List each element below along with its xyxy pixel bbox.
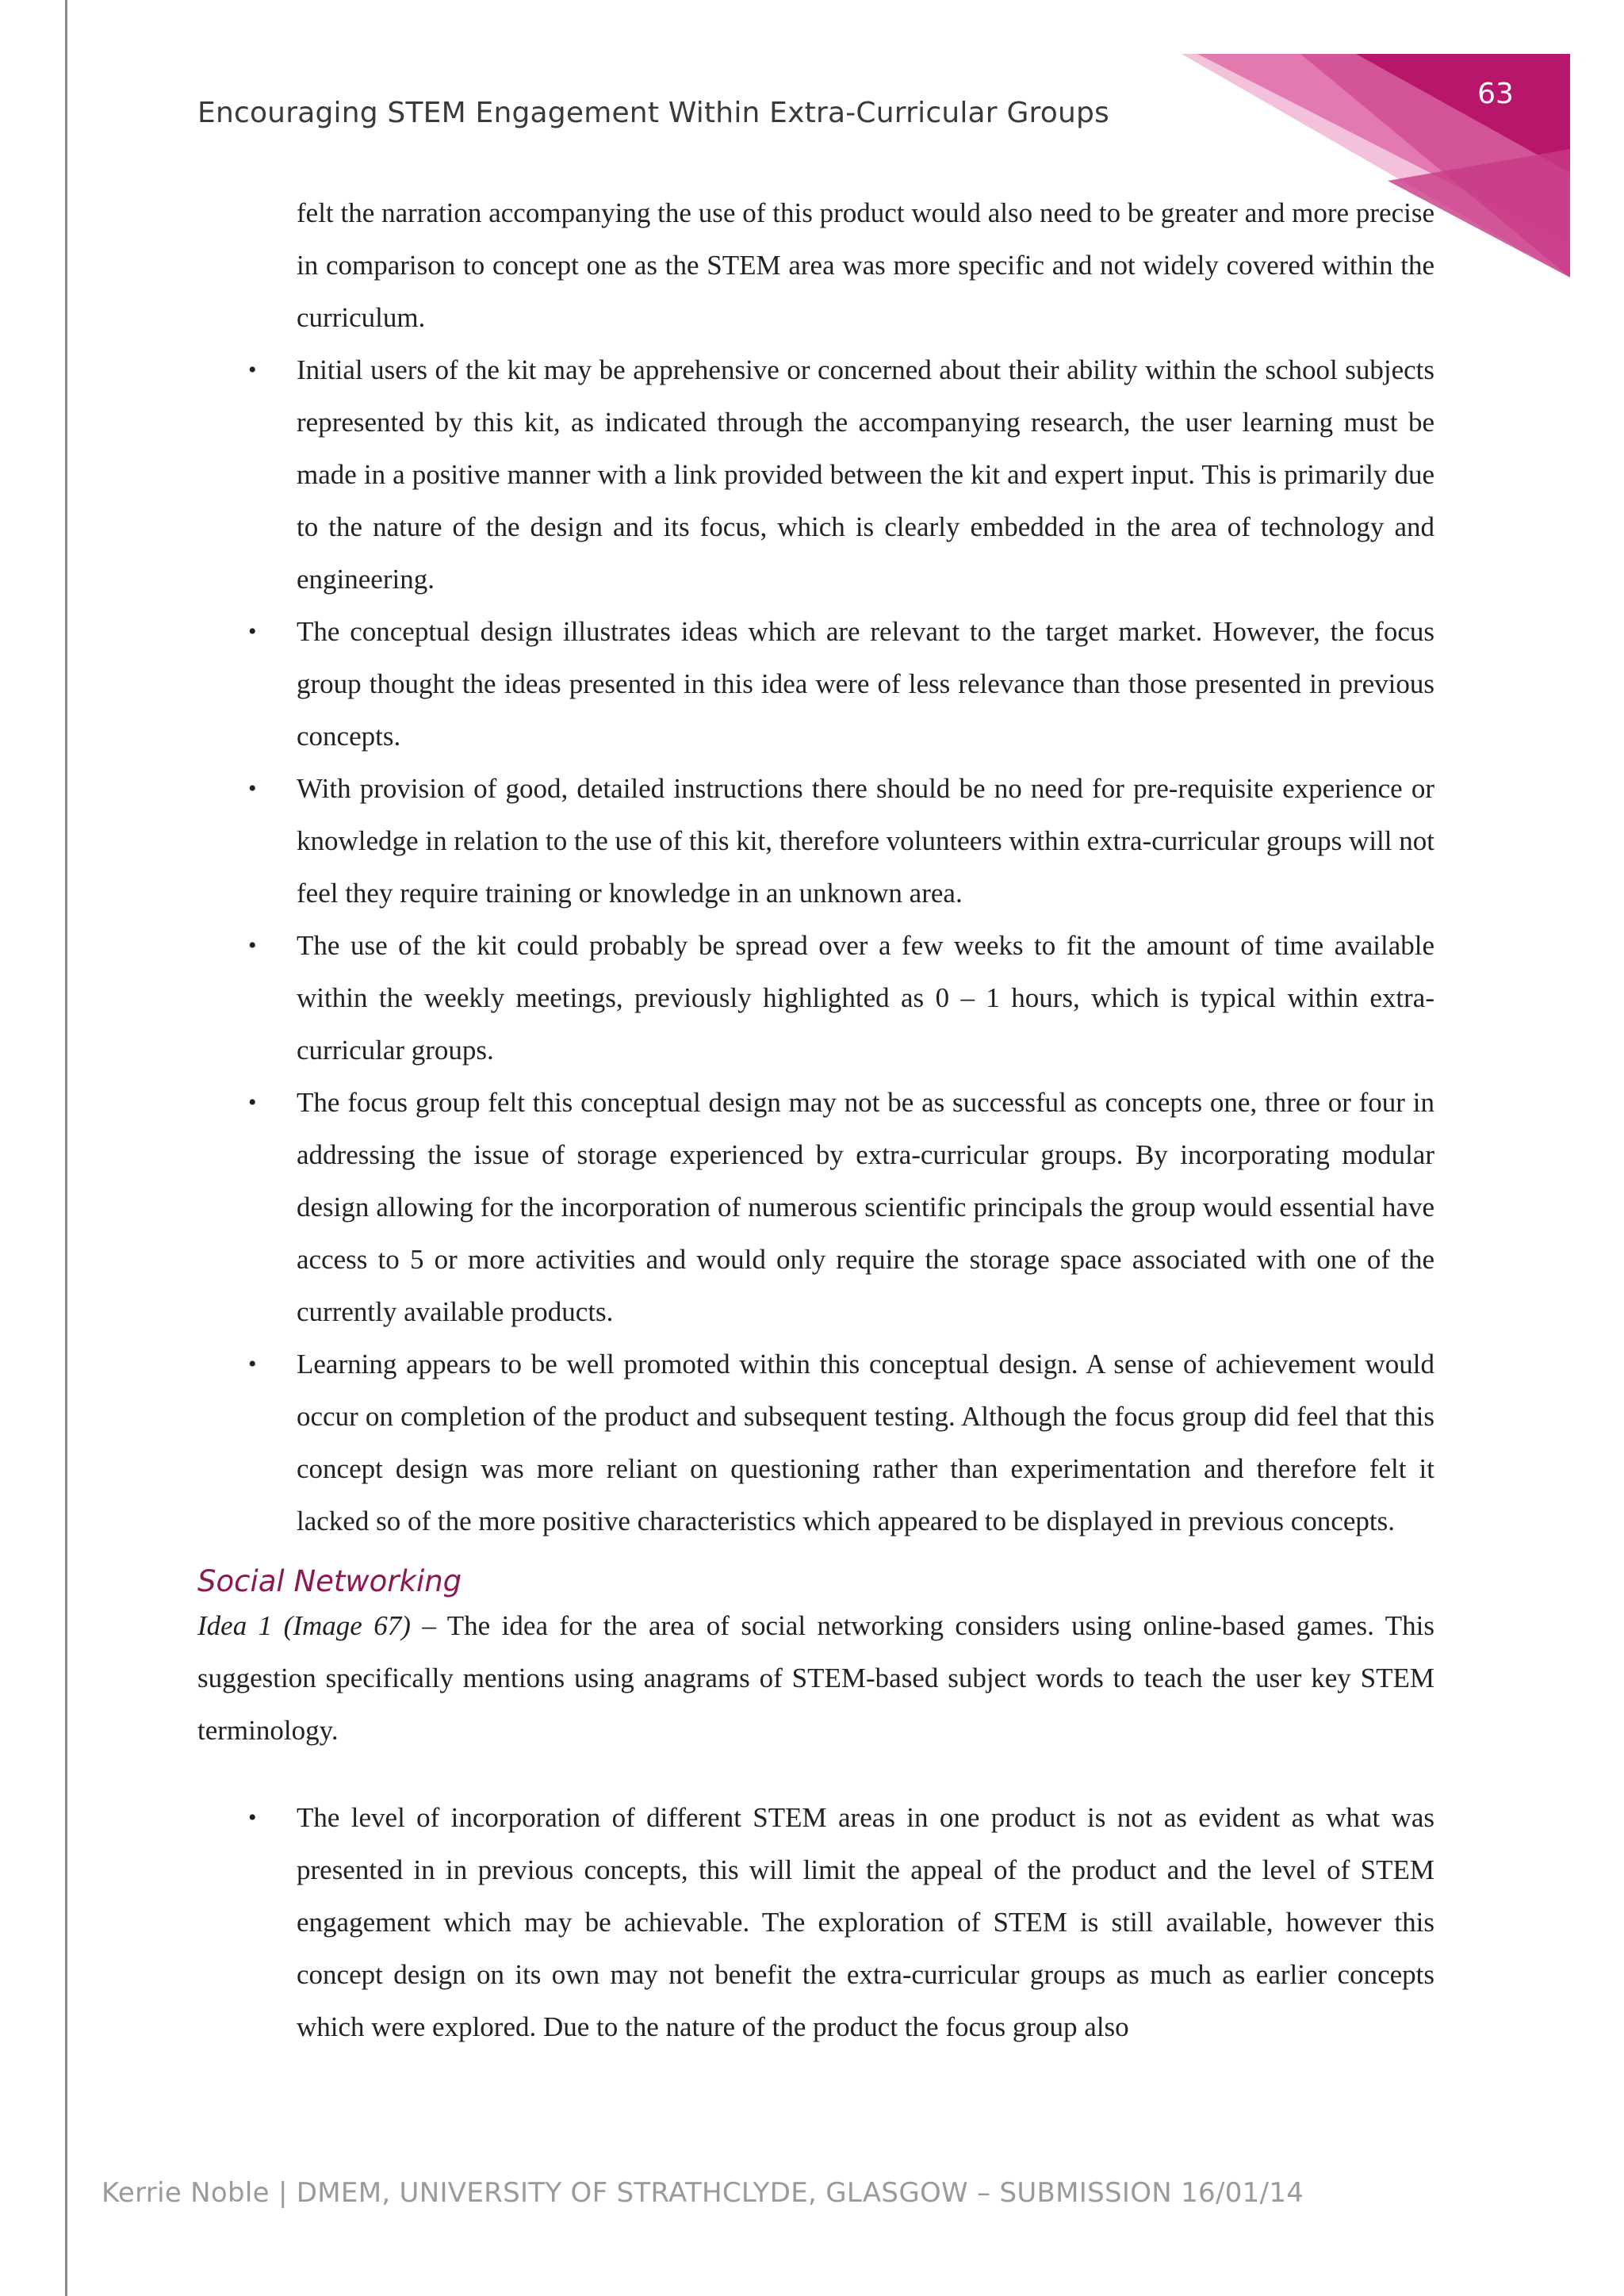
list-item — [197, 1077, 1434, 1338]
list-item-text: Initial users of the kit may be apprehensive or concerned about their ability within the school subjects represented by this kit, as indicated through the accompanying research, the user learning must be made in a positive manner with a link provided between the kit and expert input. This is primarily due to the nature of the design and its focus, which is clearly embedded in the area of technology and engineering. — [297, 354, 1434, 595]
spacer — [197, 1757, 1434, 1792]
bullet-icon: • — [248, 932, 257, 959]
left-margin-rule — [65, 0, 67, 2296]
list-item-text: The conceptual design illustrates ideas which are relevant to the target market. However, the focus group thought the ideas presented in this idea were of less relevance than those presented in previous concepts. — [297, 616, 1434, 752]
list-item — [197, 606, 1434, 763]
bullet-icon: • — [248, 1351, 257, 1377]
bullet-list-2 — [197, 1792, 1434, 2053]
bullet-icon: • — [248, 357, 257, 383]
list-item-text: The use of the kit could probably be spread over a few weeks to fit the amount of time available within the weekly meetings, previously highlighted as 0 – 1 hours, which is typical within extra-curricular groups. — [297, 930, 1434, 1066]
idea-text: – The idea for the area of social networking considers using online-based games. This suggestion specifically mentions using anagrams of STEM-based subject words to teach the user key STEM terminology. — [197, 1610, 1435, 1746]
idea-reference: Idea 1 (Image 67) — [197, 1610, 411, 1641]
section-heading: Social Networking — [197, 1564, 462, 1598]
list-item-text: Learning appears to be well promoted within this conceptual design. A sense of achievement would occur on completion of the product and subsequent testing. Although the focus group did feel that this concept design was more reliant on questioning rather than experimentation and therefore felt it lacked so of the more positive characteristics which appeared to be displayed in previous concepts. — [297, 1349, 1434, 1536]
list-item — [197, 920, 1434, 1077]
list-item — [197, 1792, 1434, 2053]
bullet-list — [197, 344, 1434, 1548]
list-item — [197, 1338, 1434, 1548]
idea-paragraph — [197, 1600, 1434, 1757]
bullet-icon: • — [248, 1804, 257, 1831]
bullet-icon: • — [248, 1089, 257, 1115]
list-item — [197, 344, 1434, 606]
bullet-icon: • — [248, 618, 257, 645]
page-number: 63 — [1477, 78, 1514, 110]
page-footer: Kerrie Noble | DMEM, UNIVERSITY OF STRATHCLYDE, GLASGOW – SUBMISSION 16/01/14 — [102, 2177, 1304, 2209]
running-head: Encouraging STEM Engagement Within Extra-Curricular Groups — [197, 97, 1109, 129]
list-item-text: With provision of good, detailed instructions there should be no need for pre-requisite experience or knowledge in relation to the use of this kit, therefore volunteers within extra-curricular groups will not feel they require training or knowledge in an unknown area. — [297, 773, 1434, 909]
bullet-icon: • — [248, 775, 257, 802]
main-content — [197, 187, 1434, 2053]
list-item-text: The level of incorporation of different STEM areas in one product is not as evident as what was presented in in previous concepts, this will limit the appeal of the product and the level of STEM engagement which may be achievable. The exploration of STEM is still available, however this concept design on its own may not benefit the extra-curricular groups as much as earlier concepts which were explored. Due to the nature of the product the focus group also — [297, 1802, 1434, 2042]
continuation-paragraph: felt the narration accompanying the use of this product would also need to be greater and more precise in comparison to concept one as the STEM area was more specific and not widely covered within the curriculum. — [297, 197, 1434, 333]
list-item — [197, 763, 1434, 920]
list-item-text: The focus group felt this conceptual design may not be as successful as concepts one, three or four in addressing the issue of storage experienced by extra-curricular groups. By incorporating modular design allowing for the incorporation of numerous scientific principals the group would essential have access to 5 or more activities and would only require the storage space associated with one of the currently available products. — [297, 1087, 1434, 1327]
